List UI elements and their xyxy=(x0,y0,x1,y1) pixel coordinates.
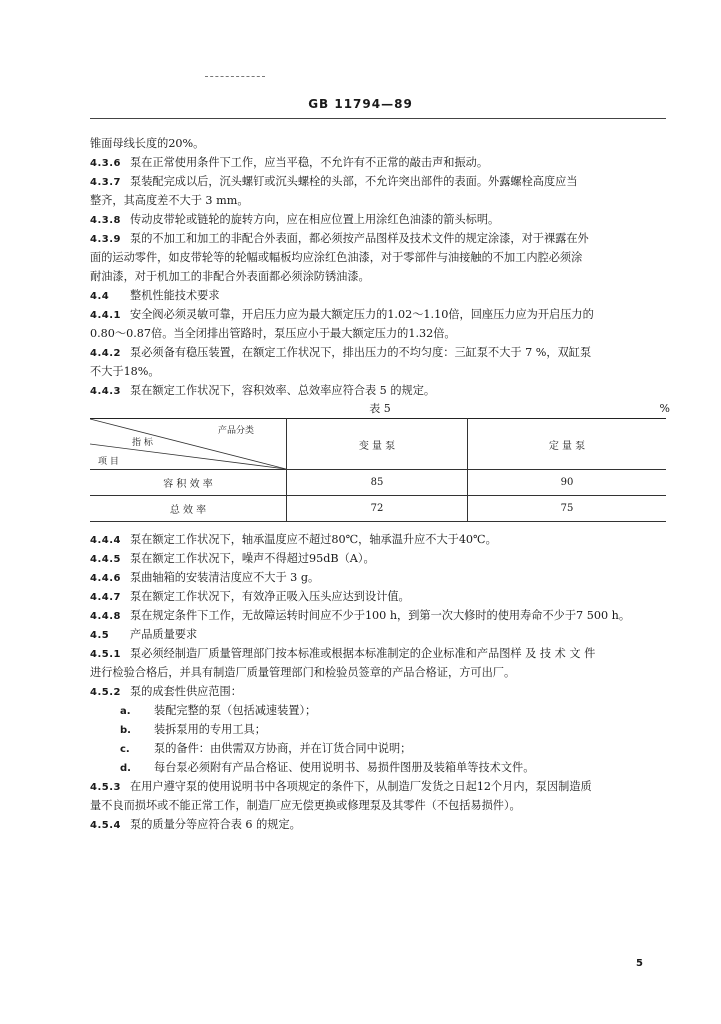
paragraph-line xyxy=(90,682,670,701)
paragraph-line xyxy=(90,324,670,343)
clause-number: 4.4.1 xyxy=(90,310,121,321)
paragraph-line xyxy=(90,267,670,286)
list-item xyxy=(90,701,670,720)
clause-text: 泵在额定工作状况下，噪声不得超过95dB（A）。 xyxy=(130,552,375,565)
page-number: 5 xyxy=(636,958,643,969)
list-item xyxy=(90,758,670,777)
paragraph-line xyxy=(90,549,670,568)
clause-number: 4.5.2 xyxy=(90,687,121,698)
clause-number: 4.4.6 xyxy=(90,573,121,584)
table-5-col-fixed: 定 量 泵 xyxy=(468,419,667,470)
paragraph-line xyxy=(90,153,670,172)
diagonal-lines xyxy=(90,419,286,469)
clause-text: 泵在额定工作状况下，有效净正吸入压头应达到设计值。 xyxy=(130,590,410,603)
table-row xyxy=(90,496,666,522)
clause-number: 4.3.6 xyxy=(90,158,121,169)
clause-number: 4.5 xyxy=(90,630,110,641)
paragraph-line xyxy=(90,644,670,663)
list-item xyxy=(90,720,670,739)
table-5-cell: 75 xyxy=(468,496,667,522)
paragraph-line xyxy=(90,663,670,682)
paragraph-line xyxy=(90,815,670,834)
table-5-row-label: 总 效 率 xyxy=(90,496,287,522)
section-4-5-3-text xyxy=(90,777,670,834)
table-5-cell: 85 xyxy=(287,470,468,496)
clause-text: 泵的成套性供应范围： xyxy=(130,685,242,698)
paragraph-line xyxy=(90,362,670,381)
clause-number: 4.3.9 xyxy=(90,234,121,245)
paragraph-line xyxy=(90,286,670,305)
section-4-4-4-4-5-text xyxy=(90,530,670,701)
list-item-letter: b. xyxy=(120,725,131,736)
paragraph-line xyxy=(90,305,670,324)
table-row xyxy=(90,470,666,496)
paragraph-line xyxy=(90,191,670,210)
clause-text: 量不良而损坏或不能正常工作，制造厂应无偿更换或修理泵及其零件（不包括易损件）。 xyxy=(90,799,521,812)
clause-text: 0.80～0.87倍。当全闭排出管路时，泵压应小于最大额定压力的1.32倍。 xyxy=(90,327,456,340)
clause-text: 整机性能技术要求 xyxy=(130,289,220,302)
clause-text: 锥面母线长度的20%。 xyxy=(90,137,205,150)
table-5-cell: 90 xyxy=(468,470,667,496)
clause-text: 泵必须备有稳压装置，在额定工作状况下，排出压力的不均匀度：三缸泵不大于 7 %，双缸泵 xyxy=(130,346,592,359)
clause-number: 4.5.1 xyxy=(90,649,121,660)
header-rule xyxy=(90,118,666,119)
paragraph-line xyxy=(90,777,670,796)
clause-number: 4.4 xyxy=(90,291,110,302)
document-body xyxy=(90,134,670,834)
paragraph-line xyxy=(90,248,670,267)
clause-text: 产品质量要求 xyxy=(130,628,198,641)
clause-text: 泵在正常使用条件下工作，应当平稳，不允许有不正常的敲击声和振动。 xyxy=(130,156,489,169)
corner-label-category: 产品分类 xyxy=(218,426,255,436)
clause-text: 泵曲轴箱的安装清洁度应不大于 3 g。 xyxy=(130,571,320,584)
table-5-row-label: 容 积 效 率 xyxy=(90,470,287,496)
table-5-caption: 表 5 xyxy=(369,402,391,415)
table-5-header-row xyxy=(90,419,666,470)
paragraph-line xyxy=(90,172,670,191)
list-item-text: 装配完整的泵（包括减速装置）； xyxy=(154,704,317,717)
table-5 xyxy=(90,418,666,522)
paragraph-line xyxy=(90,530,670,549)
clause-text: 安全阀必须灵敏可靠，开启压力应为最大额定压力的1.02～1.10倍，回座压力应为开启压力的 xyxy=(130,308,594,321)
clause-text: 泵必须经制造厂质量管理部门按本标准或根据本标准制定的企业标准和产品图样 及 技 术 文 件 xyxy=(130,647,596,660)
clause-number: 4.4.7 xyxy=(90,592,121,603)
clause-number: 4.4.8 xyxy=(90,611,121,622)
clause-number: 4.4.4 xyxy=(90,535,121,546)
clause-text: 泵在额定工作状况下，容积效率、总效率应符合表 5 的规定。 xyxy=(130,384,436,397)
table-5-unit: % xyxy=(659,402,670,415)
paragraph-line xyxy=(90,343,670,362)
paragraph-line xyxy=(90,210,670,229)
page-header: GB 11794—89 xyxy=(308,97,413,111)
clause-text: 泵装配完成以后，沉头螺钉或沉头螺栓的头部，不允许突出部件的表面。外露螺栓高度应当 xyxy=(130,175,578,188)
paragraph-line xyxy=(90,625,670,644)
paragraph-line xyxy=(90,587,670,606)
paragraph-line xyxy=(90,796,670,815)
clause-text: 在用户遵守泵的使用说明书中各项规定的条件下，从制造厂发货之日起12个月内，泵因制造质 xyxy=(130,780,592,793)
clause-number: 4.3.8 xyxy=(90,215,121,226)
paragraph-line xyxy=(90,606,670,625)
corner-label-item: 项 目 xyxy=(98,457,119,467)
clause-number: 4.3.7 xyxy=(90,177,121,188)
corner-label-indicator: 指 标 xyxy=(132,438,153,448)
clause-text: 泵的质量分等应符合表 6 的规定。 xyxy=(130,818,301,831)
clause-number: 4.4.3 xyxy=(90,386,121,397)
paragraph-line xyxy=(90,568,670,587)
list-item-letter: d. xyxy=(120,763,131,774)
clause-text: 泵在规定条件下工作，无故障运转时间应不少于100 h，到第一次大修时的使用寿命不少于7 500 h。 xyxy=(130,609,631,622)
paragraph-line xyxy=(90,134,670,153)
clause-number: 4.5.4 xyxy=(90,820,121,831)
section-4-3-4-4-text xyxy=(90,134,670,400)
table-5-corner-cell xyxy=(90,419,287,470)
list-item xyxy=(90,739,670,758)
table-5-col-variable: 变 量 泵 xyxy=(287,419,468,470)
supply-scope-list xyxy=(90,701,670,777)
clause-text: 不大于18%。 xyxy=(90,365,160,378)
list-item-letter: c. xyxy=(120,744,130,755)
paragraph-line xyxy=(90,381,670,400)
clause-text: 泵在额定工作状况下，轴承温度应不超过80℃，轴承温升应不大于40℃。 xyxy=(130,533,497,546)
clause-number: 4.5.3 xyxy=(90,782,121,793)
clause-text: 整齐，其高度差不大于 3 mm。 xyxy=(90,194,249,207)
clause-number: 4.4.5 xyxy=(90,554,121,565)
clause-number: 4.4.2 xyxy=(90,348,121,359)
clause-text: 面的运动零件，如皮带轮等的轮幅或幅板均应涂红色油漆，对于零部件与油接触的不加工内腔必须涂 xyxy=(90,251,583,264)
list-item-text: 装拆泵用的专用工具； xyxy=(154,723,266,736)
list-item-text: 泵的备件：由供需双方协商，并在订货合同中说明； xyxy=(154,742,412,755)
table-5-cell: 72 xyxy=(287,496,468,522)
clause-text: 进行检验合格后，并具有制造厂质量管理部门和检验员签章的产品合格证，方可出厂。 xyxy=(90,666,516,679)
clause-text: 耐油漆，对于机加工的非配合外表面都必须涂防锈油漆。 xyxy=(90,270,370,283)
list-item-letter: a. xyxy=(120,706,131,717)
paragraph-line xyxy=(90,229,670,248)
table-5-caption-row xyxy=(90,400,670,418)
clause-text: 传动皮带轮或链轮的旋转方向，应在相应位置上用涂红色油漆的箭头标明。 xyxy=(130,213,500,226)
scan-mark xyxy=(205,76,265,77)
clause-text: 泵的不加工和加工的非配合外表面，都必须按产品图样及技术文件的规定涂漆，对于裸露在外 xyxy=(130,232,589,245)
list-item-text: 每台泵必须附有产品合格证、使用说明书、易损件图册及装箱单等技术文件。 xyxy=(154,761,535,774)
